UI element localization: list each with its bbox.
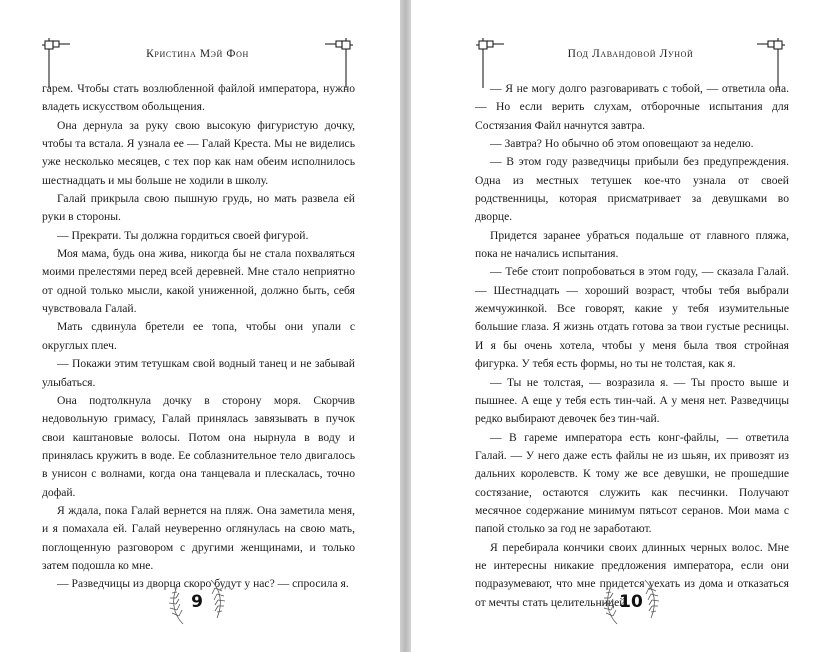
paragraph: Она подтолкнула дочку в сторону моря. Скорчив недовольную гримасу, Галай принялась завязывать в пучок свои каштановые волосы. Потом она нырнула в воду и принялась кружить в воде. Ее соблазнительное тело двигалось в унисон с волнами, когда она танцевала и плескалась, точно дофай. [42,393,355,499]
paragraph: — Прекрати. Ты должна гордиться своей фигурой. [57,228,309,242]
right-page [411,0,820,652]
paragraph: — Ты не толстая, — возразила я. — Ты просто выше и пышнее. А еще у тебя есть тин-чай. А у меня нет. Разведчицы редко выбирают девочек без тин-чай. [475,375,789,426]
page-number: 10 [619,592,643,612]
paragraph: Я ждала, пока Галай вернется на пляж. Она заметила меня, и я помахала ей. Галай неуверенно оглянулась на свою мать, поглощенную разговором с другими женщинами, и только затем подошла ко мне. [42,503,355,572]
running-head: Под Лавандовой Луной [567,48,694,60]
paragraph: Галай прикрыла свою пышную грудь, но мать развела ей руки в стороны. [42,192,355,224]
page-number: 9 [191,592,203,612]
page-number-ornament [157,572,237,632]
paragraph: — В гареме императора есть конг-файлы, — ответила Галай. — У него даже есть файлы не из шьян, их привозят из дальних королевств. К тому же все девушки, не прошедшие состязание, остаются служить как песчинки. Получают месячное содержание минимум пятьсот серанов. Мои мама с папой столько за год не заработают. [475,430,789,536]
running-head: Кристина Мэй Фон [146,48,249,60]
paragraph: — Тебе стоит попробоваться в этом году, — сказала Галай. — Шестнадцать — хороший возраст, чтобы тебя выбрали жемчужинкой. Все говорят, какие у тебя изумительные большие глаза. Я жизнь отдать готова за твои густые ресницы. И я бы очень хотела, чтобы у меня была твоя стройная фигурка. У тебя есть формы, но ты не толстая, как я. [475,265,789,371]
paragraph: — В этом году разведчицы прибыли без предупреждения. Одна из местных тетушек кое-что узнала от своей родственницы, которая присматривает за девушками во дворце. [475,155,789,224]
paragraph: — Разведчицы из дворца скоро будут у нас? — спросила я. [57,577,349,591]
body-text [42,80,355,594]
paragraph: гарем. Чтобы стать возлюбленной файлой императора, нужно владеть искусством обольщения. [42,82,355,114]
paragraph: — Завтра? Но обычно об этом оповещают за неделю. [490,137,754,151]
body-text [475,80,789,612]
paragraph: Придется заранее убраться подальше от главного пляжа, пока не начались испытания. [475,228,789,261]
paragraph: Моя мама, будь она жива, никогда бы не стала похваляться моими прелестями перед всей деревней. Мне стало неприятно от одной только мысли, какой униженной, должно быть, себя чувствовала Галай. [42,247,355,316]
left-page [0,0,400,652]
page-number-ornament [591,572,671,632]
paragraph: Я перебирала кончики своих длинных черных волос. Мне не интересны никакие предложения императора, если они подразумевают, что мне придется уехать из дома и отказаться от мечты стать целительницей. [475,540,789,609]
paragraph: — Я не могу долго разговаривать с тобой, — ответила она. — Но если верить слухам, отборочные испытания для Состязания Файл начнутся завтра. [475,82,789,132]
paragraph: Она дернула за руку свою высокую фигуристую дочку, чтобы та встала. Я узнала ее — Галай Креста. Мы не виделись уже несколько месяцев, с тех пор как нам обеим исполнилось шестнадцать и мы больше не ходили в школу. [42,118,355,187]
paragraph: — Покажи этим тетушкам свой водный танец и не забывай улыбаться. [42,357,355,389]
paragraph: Мать сдвинула бретели ее топа, чтобы они упали с округлых плеч. [42,320,355,352]
book-spine [400,0,411,652]
